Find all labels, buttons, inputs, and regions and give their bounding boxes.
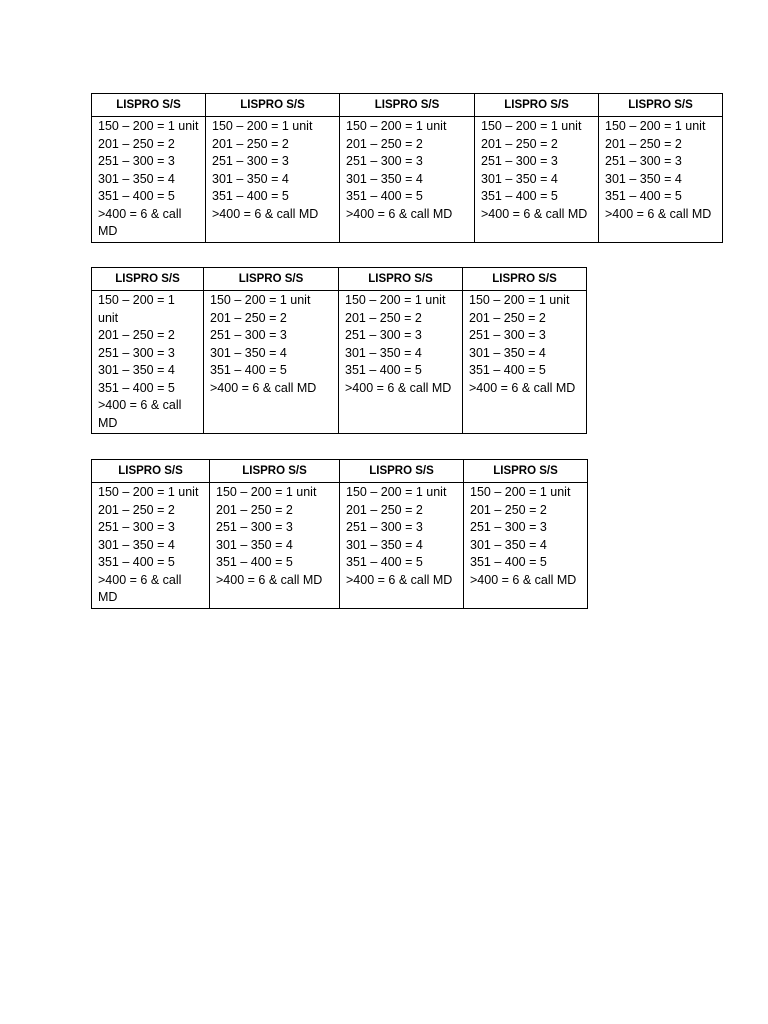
dose-line: 301 – 350 = 4 bbox=[210, 345, 287, 360]
dose-line: 201 – 250 = 2 bbox=[98, 502, 175, 517]
sliding-scale-table-3 bbox=[91, 459, 588, 609]
column-header: LISPRO S/S bbox=[92, 94, 206, 117]
dose-line: 351 – 400 = 5 bbox=[98, 189, 175, 203]
dose-line: 301 – 350 = 4 bbox=[98, 537, 175, 552]
column-header: LISPRO S/S bbox=[210, 460, 340, 483]
dose-line: 201 – 250 = 2 bbox=[605, 136, 682, 151]
dose-line: 150 – 200 = 1 unit bbox=[98, 293, 175, 325]
dose-line: 201 – 250 = 2 bbox=[346, 136, 423, 151]
dose-line: 251 – 300 = 3 bbox=[98, 520, 175, 534]
table-header-row bbox=[92, 94, 723, 117]
dose-cell bbox=[599, 117, 723, 243]
dose-line: >400 = 6 & call MD bbox=[470, 572, 577, 587]
dose-line: 351 – 400 = 5 bbox=[345, 363, 422, 377]
dose-cell bbox=[463, 291, 587, 434]
dose-line: 351 – 400 = 5 bbox=[346, 189, 423, 203]
dose-line: 150 – 200 = 1 unit bbox=[210, 293, 311, 307]
dose-cell bbox=[92, 483, 210, 609]
dose-line: 201 – 250 = 2 bbox=[469, 310, 546, 325]
dose-line: 201 – 250 = 2 bbox=[98, 136, 175, 151]
dose-line: 251 – 300 = 3 bbox=[98, 345, 175, 360]
dose-line: 201 – 250 = 2 bbox=[210, 310, 287, 325]
table-row bbox=[92, 291, 587, 434]
dose-line: 301 – 350 = 4 bbox=[345, 345, 422, 360]
dose-line: 351 – 400 = 5 bbox=[469, 363, 546, 377]
dose-line: 251 – 300 = 3 bbox=[469, 328, 546, 342]
table-row bbox=[92, 483, 588, 609]
sliding-scale-table-1 bbox=[91, 93, 723, 243]
table-header-row bbox=[92, 460, 588, 483]
dose-line: >400 = 6 & call MD bbox=[345, 380, 452, 395]
dose-line: 351 – 400 = 5 bbox=[98, 380, 175, 395]
dose-line: 150 – 200 = 1 unit bbox=[481, 119, 582, 133]
dose-cell bbox=[204, 291, 339, 434]
dose-line: 351 – 400 = 5 bbox=[605, 189, 682, 203]
dose-line: 301 – 350 = 4 bbox=[346, 171, 423, 186]
column-header: LISPRO S/S bbox=[339, 268, 463, 291]
dose-line: 301 – 350 = 4 bbox=[212, 171, 289, 186]
dose-line: 351 – 400 = 5 bbox=[470, 555, 547, 569]
column-header: LISPRO S/S bbox=[92, 268, 204, 291]
table-row bbox=[92, 117, 723, 243]
dose-cell bbox=[210, 483, 340, 609]
dose-cell bbox=[339, 291, 463, 434]
dose-line: 251 – 300 = 3 bbox=[346, 154, 423, 168]
dose-cell bbox=[340, 117, 475, 243]
dose-cell bbox=[92, 291, 204, 434]
dose-line: 351 – 400 = 5 bbox=[481, 189, 558, 203]
dose-line: 150 – 200 = 1 unit bbox=[346, 119, 447, 133]
dose-line: 150 – 200 = 1 unit bbox=[216, 485, 317, 499]
dose-line: 351 – 400 = 5 bbox=[210, 363, 287, 377]
dose-line: 351 – 400 = 5 bbox=[98, 555, 175, 569]
dose-line: 251 – 300 = 3 bbox=[470, 520, 547, 534]
dose-line: 201 – 250 = 2 bbox=[216, 502, 293, 517]
dose-line: 251 – 300 = 3 bbox=[346, 520, 423, 534]
dose-line: 301 – 350 = 4 bbox=[470, 537, 547, 552]
dose-line: 301 – 350 = 4 bbox=[346, 537, 423, 552]
dose-cell bbox=[464, 483, 588, 609]
dose-line: 150 – 200 = 1 unit bbox=[212, 119, 313, 133]
column-header: LISPRO S/S bbox=[340, 94, 475, 117]
dose-line: 251 – 300 = 3 bbox=[210, 328, 287, 342]
dose-line: 351 – 400 = 5 bbox=[212, 189, 289, 203]
dose-line: 301 – 350 = 4 bbox=[605, 171, 682, 186]
dose-line: 301 – 350 = 4 bbox=[481, 171, 558, 186]
dose-line: 150 – 200 = 1 unit bbox=[605, 119, 706, 133]
dose-line: 251 – 300 = 3 bbox=[212, 154, 289, 168]
dose-line: >400 = 6 & call MD bbox=[98, 206, 182, 238]
dose-line: 251 – 300 = 3 bbox=[98, 154, 175, 168]
dose-line: 201 – 250 = 2 bbox=[481, 136, 558, 151]
dose-line: >400 = 6 & call MD bbox=[346, 206, 453, 221]
dose-line: 301 – 350 = 4 bbox=[98, 363, 175, 377]
dose-line: 351 – 400 = 5 bbox=[346, 555, 423, 569]
dose-line: 251 – 300 = 3 bbox=[605, 154, 682, 168]
dose-line: >400 = 6 & call MD bbox=[346, 572, 453, 587]
dose-cell bbox=[92, 117, 206, 243]
dose-line: 251 – 300 = 3 bbox=[216, 520, 293, 534]
column-header: LISPRO S/S bbox=[464, 460, 588, 483]
column-header: LISPRO S/S bbox=[340, 460, 464, 483]
dose-line: 251 – 300 = 3 bbox=[345, 328, 422, 342]
dose-line: 201 – 250 = 2 bbox=[470, 502, 547, 517]
dose-line: 251 – 300 = 3 bbox=[481, 154, 558, 168]
dose-line: 201 – 250 = 2 bbox=[212, 136, 289, 151]
dose-cell bbox=[340, 483, 464, 609]
dose-line: 150 – 200 = 1 unit bbox=[469, 293, 570, 307]
dose-cell bbox=[475, 117, 599, 243]
dose-cell bbox=[206, 117, 340, 243]
sliding-scale-table-2 bbox=[91, 267, 587, 434]
dose-line: 201 – 250 = 2 bbox=[98, 328, 175, 342]
column-header: LISPRO S/S bbox=[475, 94, 599, 117]
dose-line: 150 – 200 = 1 unit bbox=[98, 119, 199, 133]
column-header: LISPRO S/S bbox=[92, 460, 210, 483]
dose-line: >400 = 6 & call MD bbox=[605, 206, 712, 221]
dose-line: >400 = 6 & call MD bbox=[212, 206, 319, 221]
dose-line: 150 – 200 = 1 unit bbox=[98, 485, 199, 499]
dose-line: >400 = 6 & call MD bbox=[210, 380, 317, 395]
dose-line: 301 – 350 = 4 bbox=[98, 171, 175, 186]
dose-line: 150 – 200 = 1 unit bbox=[346, 485, 447, 499]
dose-line: 150 – 200 = 1 unit bbox=[345, 293, 446, 307]
dose-line: 351 – 400 = 5 bbox=[216, 555, 293, 569]
table-header-row bbox=[92, 268, 587, 291]
dose-line: >400 = 6 & call MD bbox=[98, 398, 182, 430]
dose-line: >400 = 6 & call MD bbox=[469, 380, 576, 395]
dose-line: 201 – 250 = 2 bbox=[346, 502, 423, 517]
column-header: LISPRO S/S bbox=[204, 268, 339, 291]
column-header: LISPRO S/S bbox=[599, 94, 723, 117]
dose-line: >400 = 6 & call MD bbox=[216, 572, 323, 587]
dose-line: 301 – 350 = 4 bbox=[216, 537, 293, 552]
column-header: LISPRO S/S bbox=[206, 94, 340, 117]
dose-line: >400 = 6 & call MD bbox=[98, 572, 182, 604]
dose-line: 150 – 200 = 1 unit bbox=[470, 485, 571, 499]
column-header: LISPRO S/S bbox=[463, 268, 587, 291]
dose-line: 301 – 350 = 4 bbox=[469, 345, 546, 360]
dose-line: >400 = 6 & call MD bbox=[481, 206, 588, 221]
dose-line: 201 – 250 = 2 bbox=[345, 310, 422, 325]
